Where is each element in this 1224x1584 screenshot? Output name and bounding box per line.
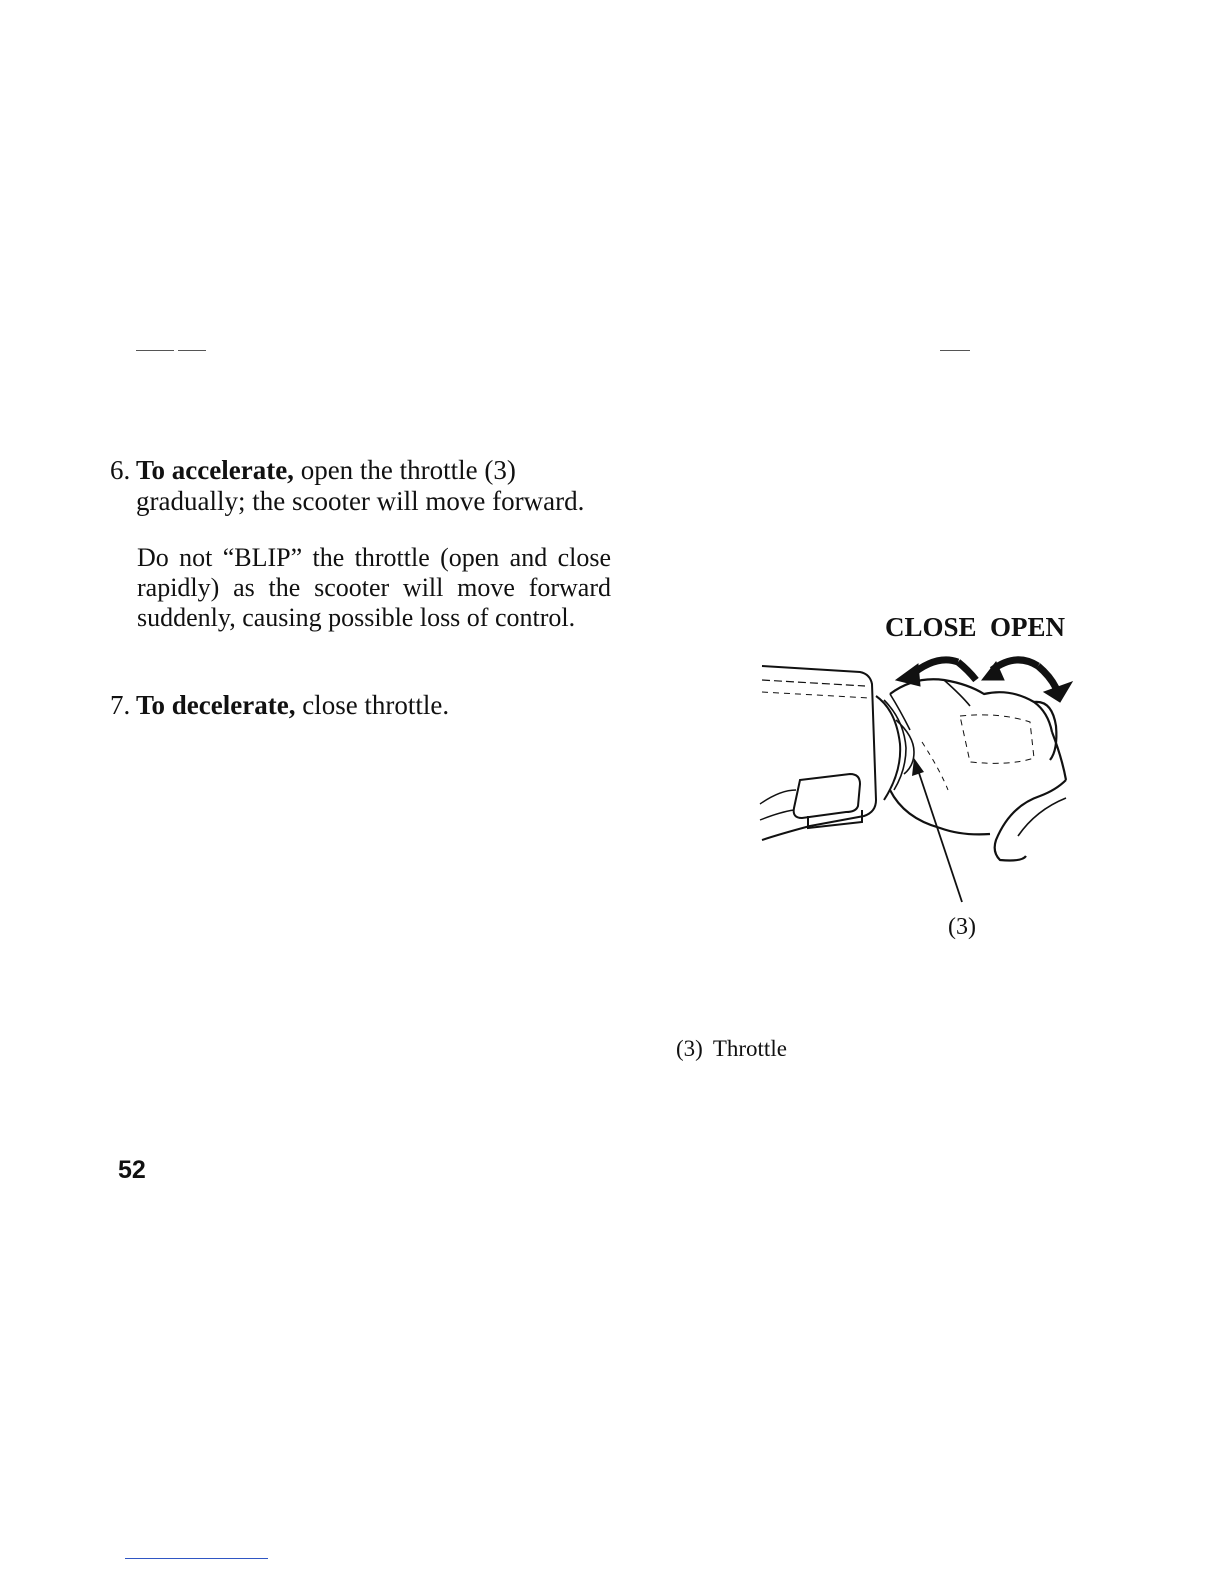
step-number: 6. xyxy=(110,455,131,485)
bottom-rule xyxy=(125,1558,268,1559)
page-number: 52 xyxy=(118,1156,146,1184)
step-6 xyxy=(110,455,610,517)
step-lead: To decelerate, xyxy=(136,690,296,720)
step-text-continued: gradually; the scooter will move forward. xyxy=(136,486,585,516)
figure-label-close: CLOSE xyxy=(885,612,977,642)
step-7 xyxy=(110,690,610,721)
caption-text: Throttle xyxy=(712,1036,787,1061)
caution-note: Do not “BLIP” the throttle (open and close rapidly) as the scooter will move forward suddenly, causing possible loss of control. xyxy=(137,543,611,632)
scan-mark xyxy=(940,350,970,351)
figure-caption xyxy=(676,1036,787,1062)
scan-mark xyxy=(178,350,206,351)
caption-tag: (3) xyxy=(676,1036,703,1061)
figure-callout: (3) xyxy=(948,914,976,940)
step-text: open the throttle (3) xyxy=(293,455,516,485)
figure-label-open: OPEN xyxy=(990,612,1066,642)
throttle-illustration xyxy=(700,640,1100,960)
step-lead: To accelerate, xyxy=(136,455,294,485)
step-text: close throttle. xyxy=(295,690,450,720)
step-number: 7. xyxy=(110,690,131,720)
scan-mark xyxy=(136,350,174,351)
